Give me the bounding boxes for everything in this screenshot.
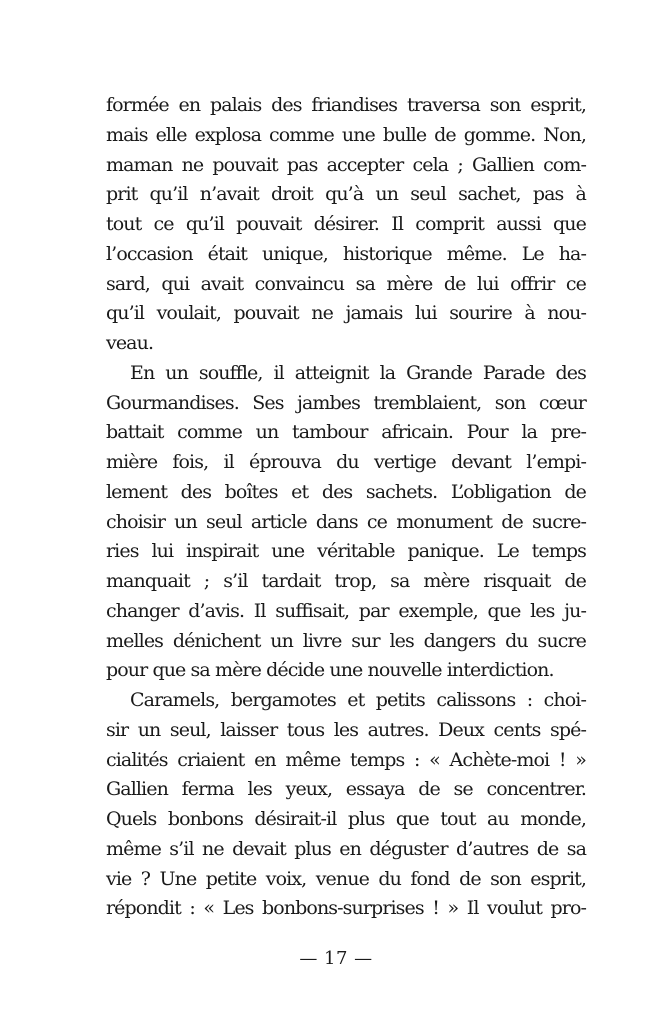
text-line: même s’il ne devait plus en déguster d’autres de sa: [106, 837, 586, 860]
text-line: melles dénichent un livre sur les dangers du sucre: [106, 629, 586, 652]
text-line: manquait ; s’il tardait trop, sa mère risquait de: [106, 570, 586, 592]
text-line: battait comme un tambour africain. Pour la pre-: [106, 421, 586, 444]
text-line: cialités criaient en même temps : « Achète-moi ! »: [106, 748, 586, 771]
text-line: pour que sa mère décide une nouvelle interdiction.: [106, 659, 554, 682]
text-line: prit qu’il n’avait droit qu’à un seul sachet, pas à: [106, 183, 586, 206]
text-line: changer d’avis. Il suffisait, par exemple, que les ju-: [106, 599, 586, 622]
text-line: Gallien ferma les yeux, essaya de se concentrer.: [106, 778, 586, 801]
text-line: veau.: [106, 332, 154, 354]
text-line: mais elle explosa comme une bulle de gomme. Non,: [106, 123, 586, 146]
text-line: maman ne pouvait pas accepter cela ; Gallien com-: [106, 153, 586, 176]
text-line: lement des boîtes et des sachets. L’obligation de: [106, 480, 586, 503]
text-line: formée en palais des friandises traversa son esprit,: [106, 94, 586, 116]
text-line: vie ? Une petite voix, venue du fond de son esprit,: [106, 867, 586, 890]
text-line: qu’il voulait, pouvait ne jamais lui sourire à nou-: [106, 302, 586, 325]
body-text: [106, 91, 586, 924]
text-line: Quels bonbons désirait-il plus que tout au monde,: [106, 808, 586, 830]
text-line: l’occasion était unique, historique même. Le ha-: [106, 242, 586, 265]
text-line: Gourmandises. Ses jambes tremblaient, son cœur: [106, 391, 586, 414]
page-number: — 17 —: [299, 948, 373, 969]
text-line: sard, qui avait convaincu sa mère de lui offrir ce: [106, 272, 586, 295]
text-line: ries lui inspirait une véritable panique. Le temps: [106, 540, 586, 563]
paragraph-first-line: Caramels, bergamotes et petits calissons : choi-: [130, 689, 586, 711]
text-line: choisir un seul article dans ce monument de sucre-: [106, 510, 586, 533]
text-line: répondit : « Les bonbons-surprises ! » Il voulut pro-: [106, 897, 586, 920]
text-line: sir un seul, laisser tous les autres. Deux cents spé-: [106, 718, 586, 741]
text-line: mière fois, il éprouva du vertige devant l’empi-: [106, 451, 586, 473]
text-line: tout ce qu’il pouvait désirer. Il comprit aussi que: [106, 213, 586, 235]
paragraph-first-line: En un souffle, il atteignit la Grande Parade des: [130, 361, 586, 384]
